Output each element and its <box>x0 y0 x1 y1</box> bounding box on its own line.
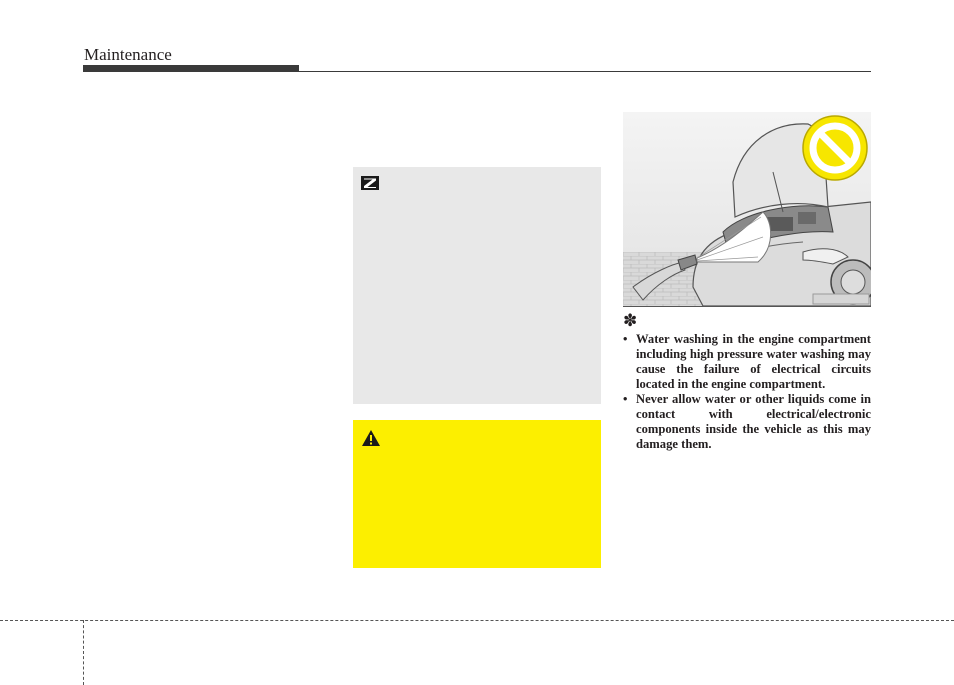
warning-box <box>353 420 601 568</box>
list-item <box>623 392 871 452</box>
list-item <box>623 332 871 392</box>
prohibition-sign-icon <box>803 116 867 180</box>
figure-rule <box>623 306 871 307</box>
bullet-dot: • <box>623 392 628 406</box>
page-margin-marker <box>83 620 84 685</box>
bullet-text: Water washing in the engine compartment including high pressure water washing may cause the failure of electrical circuits located in the engine compartment. <box>636 332 871 391</box>
bullet-text: Never allow water or other liquids come in contact with electrical/electronic components inside the vehicle as this may damage them. <box>636 392 871 451</box>
header-bar <box>83 65 299 72</box>
notice-z-icon <box>361 176 379 190</box>
information-symbol: ✽ <box>623 311 638 331</box>
warning-triangle-icon <box>361 429 381 447</box>
car-engine-image <box>623 112 871 306</box>
section-title: Maintenance <box>84 45 172 64</box>
notice-box <box>353 167 601 404</box>
engine-wash-illustration <box>623 112 871 306</box>
bottom-dashed-rule <box>0 620 954 621</box>
info-bullet-list <box>623 332 871 452</box>
header-rule <box>299 71 871 72</box>
bullet-dot: • <box>623 332 628 346</box>
